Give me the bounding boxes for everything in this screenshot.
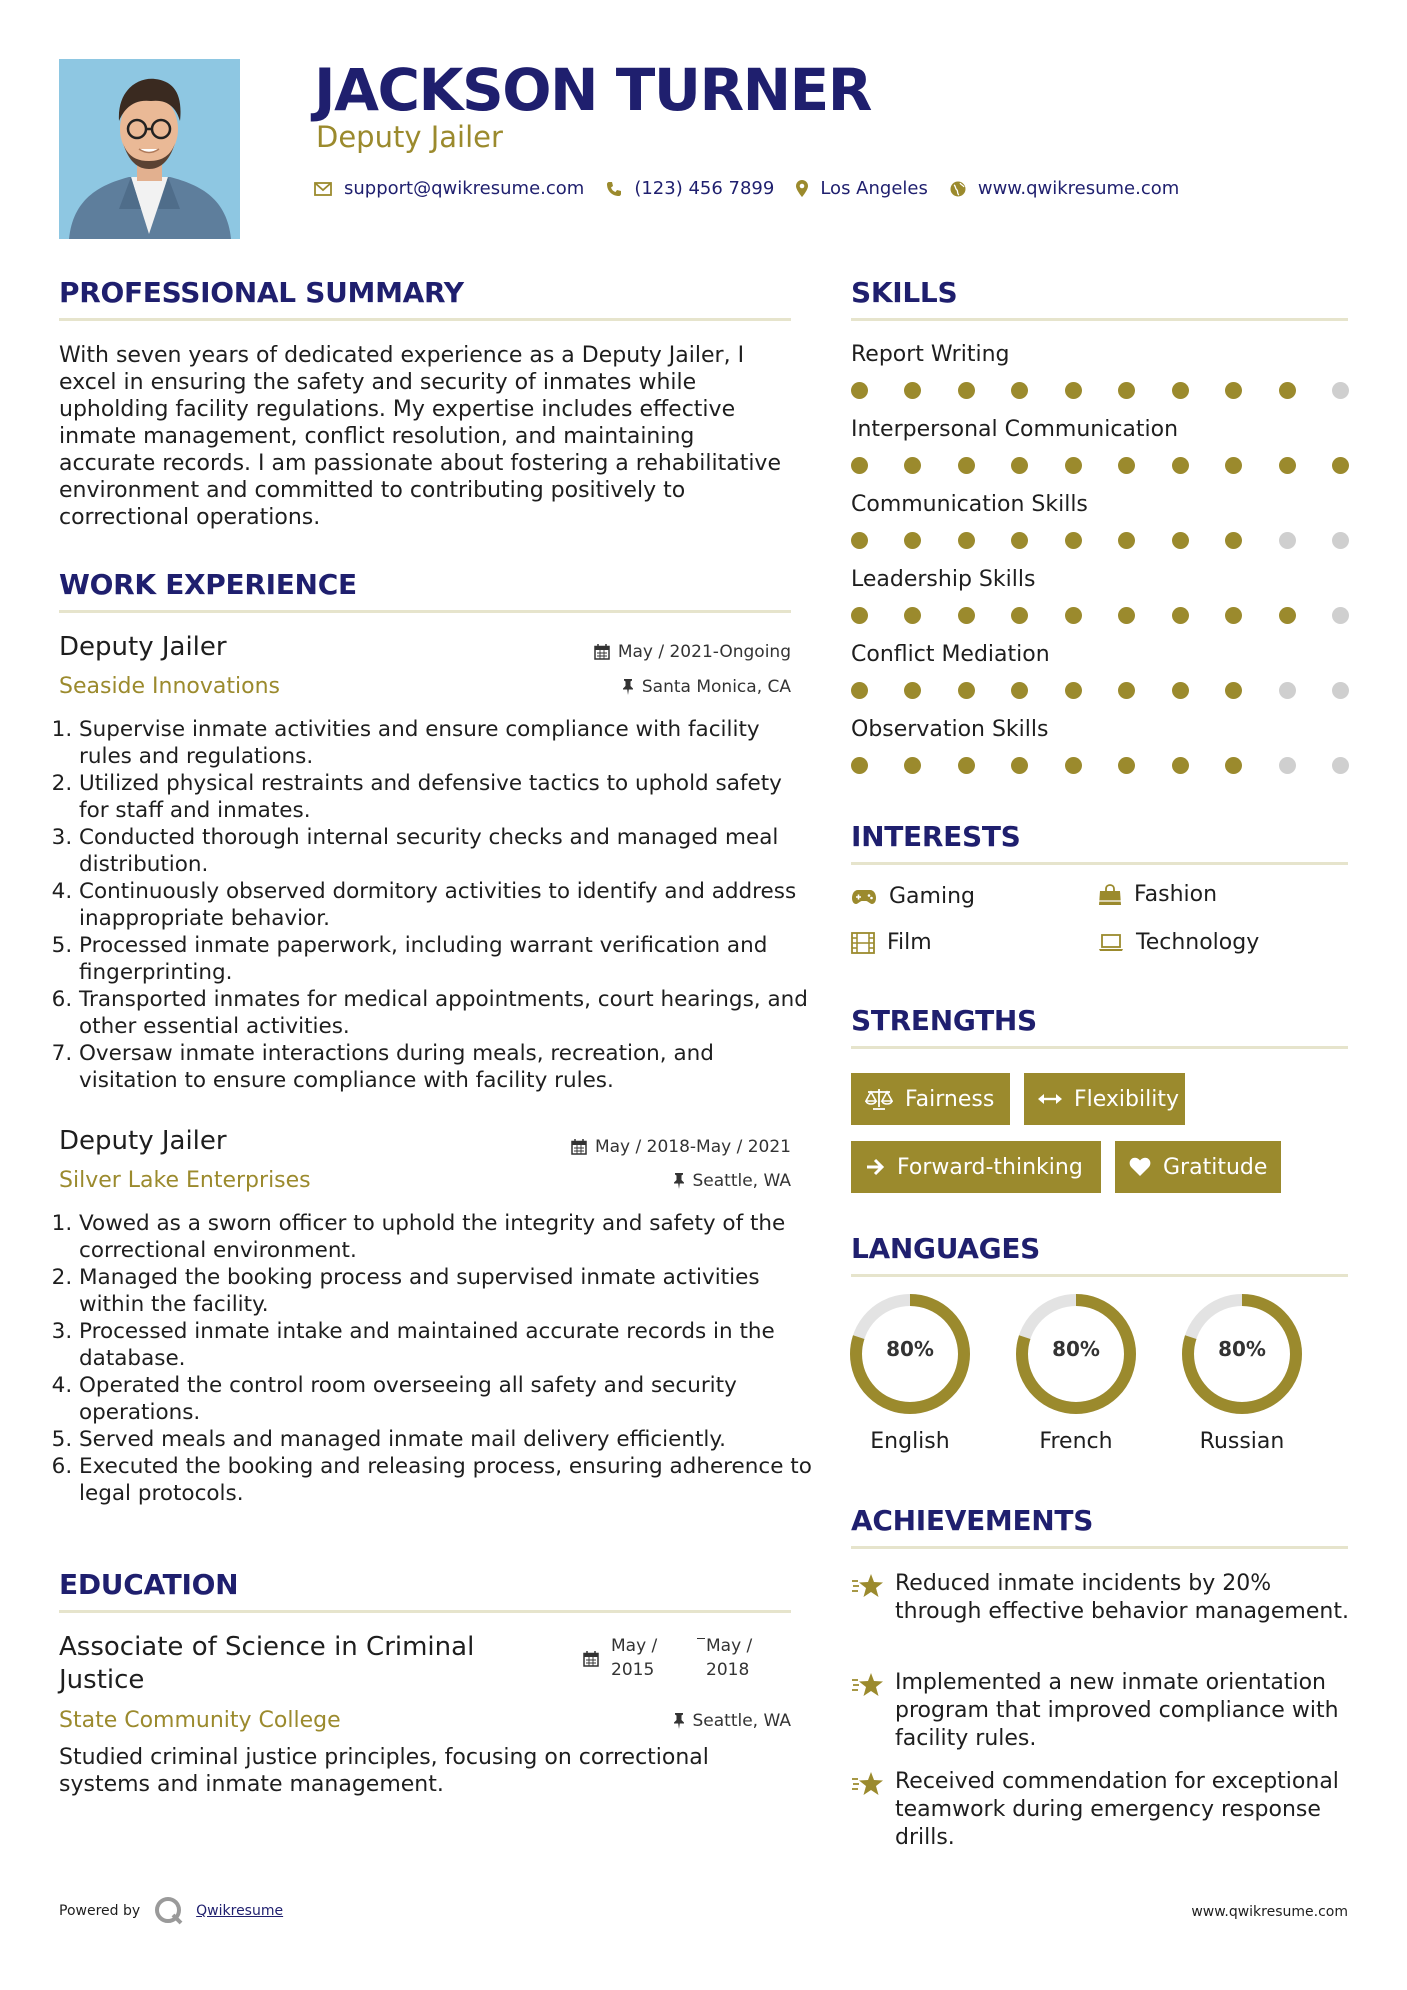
heart-icon [1129,1157,1151,1177]
candidate-title: Deputy Jailer [316,120,503,154]
rating-dot-filled [904,607,921,624]
rating-dot-filled [1172,607,1189,624]
section-divider [851,862,1348,865]
rating-dot-filled [1011,757,1028,774]
skill-rating [851,382,1349,399]
edu-end-year: 2018 [706,1660,750,1680]
achievements-heading: ACHIEVEMENTS [851,1504,1094,1537]
job-location-text: Seattle, WA [692,1171,791,1191]
job-dates-text: May / 2018-May / 2021 [594,1137,791,1157]
interests-heading: INTERESTS [851,820,1021,853]
skill-interpersonal-communication [851,417,1348,474]
contact-location: Los Angeles [820,178,928,199]
skill-communication-skills [851,492,1348,549]
rating-dot-empty [1332,757,1349,774]
rating-dot-filled [1225,682,1242,699]
rating-dot-filled [958,757,975,774]
skill-name: Communication Skills [851,492,1088,517]
rating-dot-empty [1279,682,1296,699]
strength-badge [851,1141,1101,1193]
skill-name: Interpersonal Communication [851,417,1179,442]
rating-dot-filled [1065,757,1082,774]
rating-dot-filled [1225,532,1242,549]
list-item: 6. Transported inmates for medical appointments, court hearings, and other essential activities. [79,986,814,1040]
interest-gaming [851,884,975,909]
edu-start-year: 2015 [611,1660,655,1680]
languages-heading: LANGUAGES [851,1232,1041,1265]
rating-dot-filled [1011,607,1028,624]
skill-name: Report Writing [851,342,1010,367]
map-pin-icon [796,180,808,197]
candidate-name: JACKSON TURNER [314,56,871,124]
rating-dot-filled [1011,682,1028,699]
rating-dot-filled [1011,382,1028,399]
arrows-horizontal-icon [1038,1093,1062,1105]
skill-rating [851,682,1349,699]
strength-label: Gratitude [1163,1154,1268,1180]
rating-dot-filled [904,382,921,399]
edu-location-text: Seattle, WA [692,1711,791,1731]
rating-dot-filled [958,382,975,399]
strength-badge [851,1073,1010,1125]
contact-phone[interactable]: (123) 456 7899 [634,178,775,199]
skill-leadership-skills [851,567,1348,624]
section-divider [851,1274,1348,1277]
rating-dot-filled [851,382,868,399]
contact-email[interactable]: support@qwikresume.com [344,178,585,199]
powered-by-label: Powered by [59,1903,141,1919]
list-item: 7. Oversaw inmate interactions during meals, recreation, and visitation to ensure compliance with facility rules. [79,1040,814,1094]
skills-heading: SKILLS [851,276,958,309]
job-bullets [59,716,814,1094]
language-name: Russian [1199,1429,1285,1454]
qwikresume-logo-icon [154,1896,184,1926]
language-french [1015,1293,1137,1454]
rating-dot-filled [904,457,921,474]
skill-observation-skills [851,717,1348,774]
rating-dot-filled [1279,607,1296,624]
pushpin-icon [673,1173,685,1189]
rating-dot-filled [851,607,868,624]
job-title: Deputy Jailer [59,1126,227,1156]
language-percent: 80% [1052,1337,1100,1361]
rating-dot-filled [1118,607,1135,624]
skill-rating [851,532,1349,549]
job-location [622,677,791,697]
contact-website[interactable]: www.qwikresume.com [977,178,1180,199]
rating-dot-filled [1065,682,1082,699]
rating-dot-empty [1279,532,1296,549]
rating-dot-empty [1332,607,1349,624]
rating-dot-filled [851,457,868,474]
qwikresume-link[interactable]: Qwikresume [196,1903,284,1919]
contact-bar [314,178,1201,199]
list-item: 1. Supervise inmate activities and ensure compliance with facility rules and regulations. [79,716,814,770]
shopping-bag-icon [1098,884,1122,906]
star-icon [851,1570,895,1626]
language-percent: 80% [1218,1337,1266,1361]
powered-by [59,1896,283,1926]
achievement-text: Received commendation for exceptional teamwork during emergency response drills. [895,1769,1339,1850]
calendar-icon [571,1139,587,1155]
rating-dot-filled [851,757,868,774]
rating-dot-filled [1225,382,1242,399]
rating-dot-filled [1118,457,1135,474]
section-divider [851,318,1348,321]
edu-start-date [611,1634,657,1682]
rating-dot-filled [1118,682,1135,699]
rating-dot-filled [1332,457,1349,474]
job-dates [594,642,791,662]
edu-start-month: May / [611,1636,658,1656]
strength-label: Flexibility [1074,1086,1179,1112]
achievement-text: Reduced inmate incidents by 20% through effective behavior management. [895,1571,1349,1624]
rating-dot-filled [1279,382,1296,399]
interest-label: Film [887,930,932,955]
rating-dot-filled [904,682,921,699]
section-divider [851,1546,1348,1549]
skill-name: Conflict Mediation [851,642,1050,667]
interest-label: Gaming [889,884,975,909]
list-item: 5. Processed inmate paperwork, including warrant verification and fingerprinting. [79,932,814,986]
gamepad-icon [851,889,877,905]
job-location-text: Santa Monica, CA [641,677,791,697]
rating-dot-filled [904,532,921,549]
skill-rating [851,607,1349,624]
strength-label: Forward-thinking [897,1154,1083,1180]
achievement-text: Implemented a new inmate orientation program that improved compliance with facility rules. [895,1670,1339,1751]
pushpin-icon [622,679,634,695]
rating-dot-filled [1065,532,1082,549]
job-title: Deputy Jailer [59,632,227,662]
degree-title: Associate of Science in Criminal [59,1632,475,1662]
film-icon [851,932,875,954]
phone-icon [606,181,622,197]
rating-dot-filled [1172,757,1189,774]
rating-dot-filled [958,682,975,699]
section-divider [851,1046,1348,1049]
rating-dot-filled [1279,457,1296,474]
star-icon [851,1669,895,1753]
language-english [849,1293,971,1454]
language-name: French [1039,1429,1113,1454]
job-dates-text: May / 2021-Ongoing [617,642,791,662]
person-avatar-icon [59,59,240,239]
rating-dot-filled [1011,457,1028,474]
laptop-icon [1098,934,1124,952]
interest-technology [1098,930,1259,955]
strength-label: Fairness [905,1086,995,1112]
rating-dot-filled [958,457,975,474]
rating-dot-filled [851,532,868,549]
achievement-item [851,1570,1351,1626]
strength-badge [1024,1073,1185,1125]
rating-dot-filled [1118,532,1135,549]
calendar-icon [583,1651,599,1671]
rating-dot-filled [1065,457,1082,474]
school-name: State Community College [59,1708,341,1733]
list-item: 1. Vowed as a sworn officer to uphold the integrity and safety of the correctional environment. [79,1210,814,1264]
rating-dot-filled [1225,757,1242,774]
edu-location [673,1711,792,1731]
language-percent: 80% [886,1337,934,1361]
rating-dot-filled [1118,382,1135,399]
skill-name: Leadership Skills [851,567,1036,592]
calendar-icon [594,644,610,660]
pushpin-icon [673,1713,685,1729]
interest-label: Fashion [1134,882,1218,907]
rating-dot-filled [958,532,975,549]
degree-title-continued: Justice [59,1665,145,1695]
list-item: 4. Continuously observed dormitory activities to identify and address inappropriate behavior. [79,878,814,932]
list-item: 5. Served meals and managed inmate mail delivery efficiently. [79,1426,814,1453]
rating-dot-filled [904,757,921,774]
summary-text: With seven years of dedicated experience as a Deputy Jailer, I excel in ensuring the safety and security of inmates while upholding facility regulations. My expertise includes effective inmate management, conflict resolution, and maintaining accurate records. I am passionate about fostering a rehabilitative environment and committed to contributing positively to correctional operations. [59,343,781,530]
rating-dot-filled [1172,682,1189,699]
edu-description: Studied criminal justice principles, focusing on correctional systems and inmate management. [59,1745,709,1797]
rating-dot-filled [1118,757,1135,774]
skill-name: Observation Skills [851,717,1049,742]
skill-rating [851,757,1349,774]
achievement-item [851,1669,1351,1753]
section-divider [59,610,791,613]
experience-heading: WORK EXPERIENCE [59,568,357,601]
rating-dot-filled [1065,607,1082,624]
language-russian [1181,1293,1303,1454]
job-company: Silver Lake Enterprises [59,1168,311,1193]
section-divider [59,318,791,321]
list-item: 3. Conducted thorough internal security checks and managed meal distribution. [79,824,814,878]
job-dates [571,1137,791,1157]
skill-rating [851,457,1349,474]
interest-film [851,930,932,955]
rating-dot-filled [1172,382,1189,399]
rating-dot-filled [1225,457,1242,474]
strengths-heading: STRENGTHS [851,1004,1037,1037]
date-range-separator [697,1638,705,1639]
rating-dot-empty [1332,682,1349,699]
strength-badge [1115,1141,1281,1193]
list-item: 4. Operated the control room overseeing all safety and security operations. [79,1372,814,1426]
star-icon [851,1768,895,1852]
edu-end-date [706,1634,752,1682]
section-divider [59,1610,791,1613]
globe-icon [950,181,966,197]
rating-dot-empty [1332,532,1349,549]
rating-dot-filled [1172,457,1189,474]
interest-label: Technology [1136,930,1260,955]
interest-fashion [1098,882,1217,907]
rating-dot-empty [1332,382,1349,399]
rating-dot-filled [1065,382,1082,399]
rating-dot-filled [958,607,975,624]
achievement-item [851,1768,1351,1852]
list-item: 3. Processed inmate intake and maintained accurate records in the database. [79,1318,814,1372]
rating-dot-filled [1011,532,1028,549]
job-location [673,1171,792,1191]
list-item: 6. Executed the booking and releasing process, ensuring adherence to legal protocols. [79,1453,814,1507]
rating-dot-filled [1225,607,1242,624]
profile-photo [59,59,240,239]
rating-dot-filled [1172,532,1189,549]
summary-heading: PROFESSIONAL SUMMARY [59,276,464,309]
rating-dot-empty [1279,757,1296,774]
skill-report-writing [851,342,1348,399]
envelope-icon [314,182,332,196]
job-bullets [59,1210,814,1507]
list-item: 2. Utilized physical restraints and defensive tactics to uphold safety for staff and inmates. [79,770,814,824]
footer-website[interactable]: www.qwikresume.com [1191,1904,1348,1920]
balance-scale-icon [865,1088,893,1110]
list-item: 2. Managed the booking process and supervised inmate activities within the facility. [79,1264,814,1318]
rating-dot-filled [851,682,868,699]
edu-end-month: May / [706,1636,753,1656]
job-company: Seaside Innovations [59,674,280,699]
education-heading: EDUCATION [59,1568,239,1601]
language-name: English [870,1429,950,1454]
arrow-right-icon [865,1158,885,1176]
skill-conflict-mediation [851,642,1348,699]
